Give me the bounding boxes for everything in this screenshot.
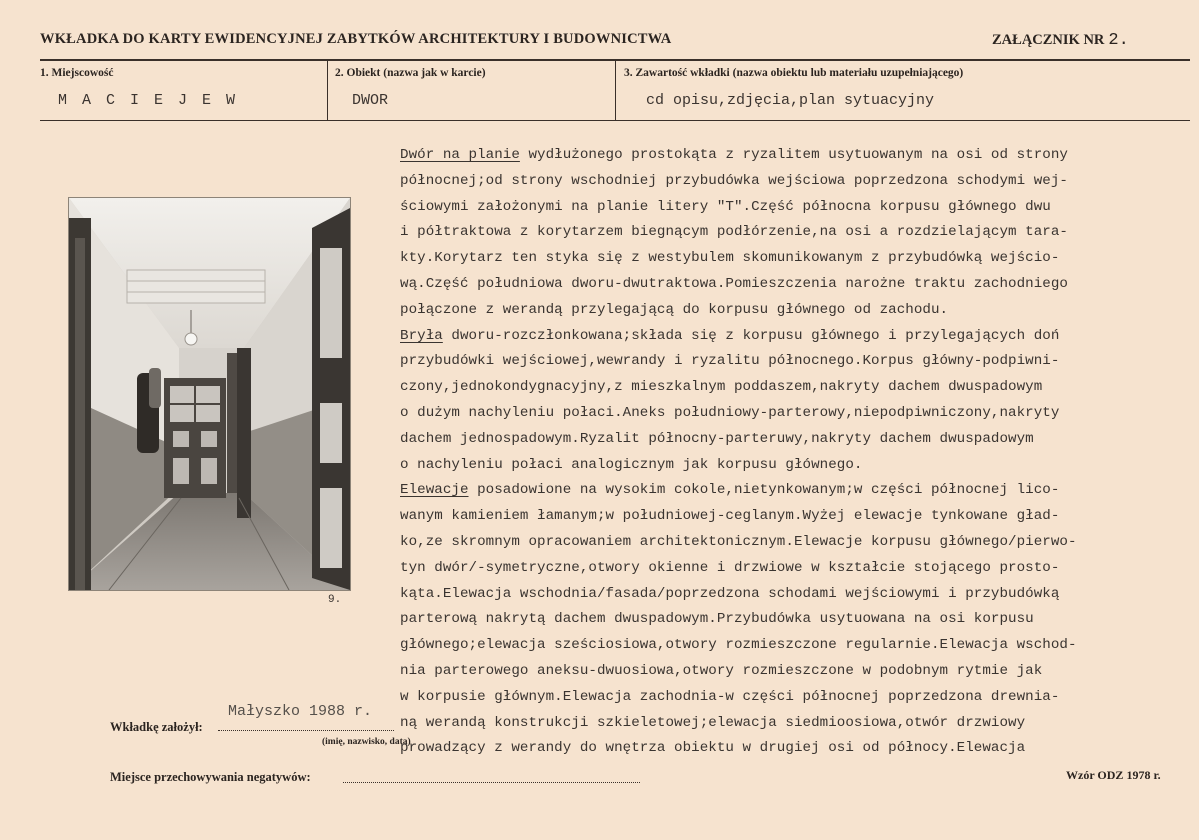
text-line: głównego;elewacja sześciosiowa,otwory rozmieszczone regularnie.Elewacja wschod-	[400, 637, 1077, 654]
text-line: wą.Część południowa dworu-dwutraktowa.Pomieszczenia narożne traktu zachodniego	[400, 275, 1068, 292]
section-heading: Bryła	[400, 327, 443, 344]
text-line: w korpusie głównym.Elewacja zachodnia-w części północnej poprzedzona drewnia-	[400, 688, 1060, 705]
corridor-photo-image	[69, 198, 350, 590]
text-line: połączone z werandą przylegającą do korpusu głównego od zachodu.	[400, 301, 949, 318]
text-line	[400, 143, 1190, 169]
text-line: ną werandą konstrukcji szkieletowej;elewacja siedmioosiowa,otwór drzwiowy	[400, 714, 1026, 731]
text-line: kąta.Elewacja wschodnia/fasada/poprzedzona schodami wejściowymi i przybudówką	[400, 585, 1060, 602]
object-value: DWOR	[352, 92, 389, 109]
text-line: ściowymi założonymi na planie litery "T".Część północna korpusu głównego dwu	[400, 198, 1051, 215]
contents-label: 3. Zawartość wkładki (nazwa obiektu lub materiału uzupełniającego)	[624, 67, 964, 79]
text-line: prowadzący z werandy do wnętrza obiektu w drugiej osi od północy.Elewacja	[400, 740, 1026, 757]
author-label: Wkładkę założył:	[110, 720, 203, 734]
annex-label-text: ZAŁĄCZNIK NR	[992, 32, 1105, 48]
text-line: wanym kamieniem łamanym;w południowej-ceglanym.Wyżej elewacje tynkowane gład-	[400, 508, 1060, 525]
text-line-content: dworu-rozczłonkowana;składa się z korpusu głównego i przylegających doń	[442, 327, 1060, 344]
author-sublabel: (imię, nazwisko, data)	[322, 737, 411, 747]
form-template-label: Wzór ODZ 1978 r.	[1066, 768, 1161, 782]
corridor-photograph	[68, 197, 351, 591]
annex-number: 2.	[1108, 31, 1129, 50]
text-line	[400, 478, 1190, 504]
text-line: nia parterowego aneksu-dwuosiowa,otwory rozmieszczone w podobnym rytmie jak	[400, 662, 1043, 679]
text-line-content: posadowione na wysokim cokole,nietynkowanym;w części północnej lico-	[468, 482, 1060, 499]
text-line	[400, 324, 1190, 350]
contents-value: cd opisu,zdjęcia,plan sytuacyjny	[646, 92, 935, 109]
section-heading: Elewacje	[400, 482, 469, 499]
text-line: ko,ze skromnym opracowaniem architektonicznym.Elewacje korpusu głównego/pierwo-	[400, 533, 1077, 550]
negatives-dotted-line	[343, 782, 640, 783]
field-divider-1	[327, 60, 328, 121]
author-value: Małyszko 1988 r.	[228, 703, 373, 720]
object-label: 2. Obiekt (nazwa jak w karcie)	[335, 67, 486, 79]
negatives-label: Miejsce przechowywania negatywów:	[110, 770, 311, 784]
text-line: o nachyleniu połaci analogicznym jak korpusu głównego.	[400, 456, 863, 473]
text-line-content: wydłużonego prostokąta z ryzalitem usytuowanym na osi od strony	[519, 147, 1068, 163]
author-dotted-line	[218, 730, 394, 731]
description-text	[400, 143, 1190, 762]
annex-label	[992, 31, 1129, 50]
locality-value: M A C I E J E W	[58, 92, 239, 109]
locality-label: 1. Miejscowość	[40, 67, 114, 79]
text-line: kty.Korytarz ten styka się z westybulem skomunikowanym z przybudówką wejścio-	[400, 250, 1060, 267]
text-line: o dużym nachyleniu połaci.Aneks południowy-parterowy,niepodpiwniczony,nakryty	[400, 404, 1060, 421]
text-line: północnej;od strony wschodniej przybudówka wejściowa poprzedzona schodymi wej-	[400, 172, 1068, 189]
text-line: dachem jednospadowym.Ryzalit północny-parteruwy,nakryty dachem dwuspadowym	[400, 430, 1034, 447]
text-line: tyn dwór/-symetryczne,otwory okienne i drzwiowe w kształcie stojącego prosto-	[400, 559, 1060, 576]
photo-number: 9.	[328, 594, 342, 606]
section-heading: Dwór na planie	[400, 147, 520, 163]
text-line: przybudówki wejściowej,wewrandy i ryzalitu północnego.Korpus główny-podpiwni-	[400, 353, 1060, 370]
field-divider-2	[615, 60, 616, 121]
card-title: WKŁADKA DO KARTY EWIDENCYJNEJ ZABYTKÓW ARCHITEKTURY I BUDOWNICTWA	[40, 31, 672, 47]
text-line: czony,jednokondygnacyjny,z mieszkalnym poddaszem,nakryty dachem dwuspadowym	[400, 379, 1043, 396]
text-line: i półtraktowa z korytarzem biegnącym podłórzenie,na osi a rozdzielającym tara-	[400, 224, 1068, 241]
text-line: parterową nakrytą dachem dwuspadowym.Przybudówka usytuowana na osi korpusu	[400, 611, 1034, 628]
